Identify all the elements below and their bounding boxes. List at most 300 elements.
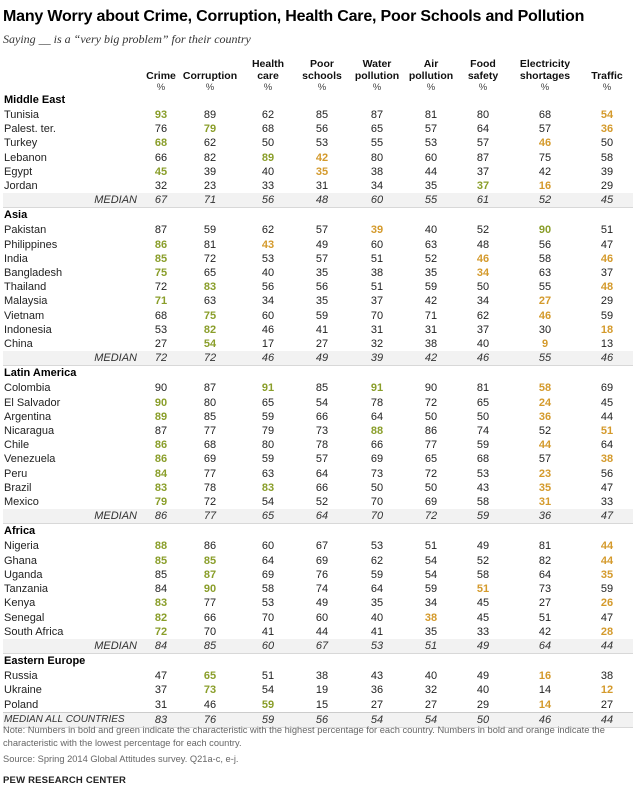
median-value: 51 (405, 639, 457, 654)
table-row (3, 179, 633, 193)
value-cell: 59 (315, 309, 329, 322)
value-cell: 66 (315, 410, 329, 423)
source-line: Source: Spring 2014 Global Attitudes survey. Q21a-c, e-j. (3, 754, 239, 764)
value-cell: 35 (315, 295, 329, 308)
value-cell: 39 (203, 165, 217, 178)
value-cell: 85 (315, 109, 329, 121)
median-row (3, 509, 633, 524)
value-cell: 27 (538, 597, 552, 610)
value-cell: 84 (154, 467, 168, 480)
value-cell: 85 (154, 554, 168, 567)
value-cell: 80 (261, 439, 275, 452)
table-row (3, 625, 633, 639)
value-cell: 72 (203, 496, 217, 509)
value-cell: 79 (261, 425, 275, 438)
table-row (3, 381, 633, 395)
table-row (3, 280, 633, 294)
value-cell: 87 (476, 151, 490, 164)
page-title: Many Worry about Crime, Corruption, Health Care, Poor Schools and Pollution (3, 8, 585, 25)
value-cell: 42 (424, 295, 438, 308)
region-header-row (3, 93, 633, 108)
value-cell: 63 (538, 267, 552, 280)
value-cell: 57 (538, 123, 552, 136)
country-name: Poland (4, 698, 39, 711)
median-row (3, 193, 633, 208)
value-cell: 9 (541, 338, 549, 351)
table-row (3, 266, 633, 280)
percent-label: % (372, 82, 382, 93)
value-cell: 45 (476, 611, 490, 624)
value-cell: 62 (476, 309, 490, 322)
value-cell: 54 (261, 496, 275, 509)
value-cell: 68 (261, 123, 275, 136)
median-value: 67 (143, 193, 179, 208)
value-cell: 24 (538, 396, 552, 409)
value-cell: 16 (538, 670, 552, 683)
percent-label: % (540, 82, 550, 93)
value-cell: 49 (315, 597, 329, 610)
column-header: Crime (146, 69, 176, 82)
value-cell: 37 (476, 165, 490, 178)
country-name: Ukraine (4, 684, 42, 697)
value-cell: 86 (154, 439, 168, 452)
value-cell: 75 (203, 309, 217, 322)
footnote: Note: Numbers in bold and green indicate the characteristic with the highest percentage for each country. Numbers in bold and orange indicate the characteristic with the lowest percentage for each country. (3, 725, 605, 748)
table-row (3, 396, 633, 410)
value-cell: 32 (424, 684, 438, 697)
value-cell: 57 (315, 252, 329, 265)
value-cell: 65 (476, 396, 490, 409)
header-blank (3, 58, 143, 82)
value-cell: 34 (261, 295, 275, 308)
value-cell: 35 (315, 267, 329, 280)
value-cell: 73 (370, 467, 384, 480)
value-cell: 46 (261, 323, 275, 336)
value-cell: 78 (203, 481, 217, 494)
value-cell: 64 (261, 554, 275, 567)
column-header: Poor schools (302, 58, 342, 82)
value-cell: 85 (203, 554, 217, 567)
value-cell: 46 (203, 698, 217, 711)
value-cell: 44 (600, 410, 614, 423)
value-cell: 72 (203, 252, 217, 265)
value-cell: 55 (370, 137, 384, 150)
value-cell: 53 (476, 467, 490, 480)
value-cell: 17 (261, 338, 275, 351)
value-cell: 66 (203, 611, 217, 624)
value-cell: 85 (154, 252, 168, 265)
value-cell: 82 (154, 611, 168, 624)
value-cell: 53 (370, 540, 384, 553)
region-header-row (3, 366, 633, 382)
value-cell: 35 (600, 568, 614, 581)
median-value: 47 (581, 509, 633, 524)
median-value: 85 (179, 639, 241, 654)
value-cell: 27 (154, 338, 168, 351)
value-cell: 38 (315, 670, 329, 683)
value-cell: 27 (600, 698, 614, 711)
column-header: Air pollution (408, 58, 454, 82)
value-cell: 83 (154, 481, 168, 494)
country-name: Tunisia (4, 109, 40, 121)
value-cell: 59 (424, 583, 438, 596)
median-row (3, 639, 633, 654)
value-cell: 64 (315, 467, 329, 480)
value-cell: 56 (315, 281, 329, 294)
overall-median-value: 59 (241, 712, 295, 727)
country-name: Indonesia (4, 323, 52, 336)
region-name: Middle East (4, 94, 66, 106)
value-cell: 50 (476, 281, 490, 294)
country-name: Uganda (4, 568, 43, 581)
value-cell: 69 (370, 453, 384, 466)
value-cell: 23 (538, 467, 552, 480)
value-cell: 40 (476, 338, 490, 351)
value-cell: 39 (370, 224, 384, 237)
value-cell: 78 (315, 439, 329, 452)
value-cell: 69 (315, 554, 329, 567)
value-cell: 38 (600, 670, 614, 683)
value-cell: 57 (315, 224, 329, 237)
value-cell: 58 (538, 382, 552, 395)
value-cell: 64 (370, 583, 384, 596)
median-value: 46 (457, 351, 509, 366)
column-header-row (3, 58, 633, 82)
value-cell: 57 (315, 453, 329, 466)
value-cell: 59 (600, 309, 614, 322)
table-row (3, 223, 633, 237)
value-cell: 54 (424, 568, 438, 581)
table-row (3, 424, 633, 438)
value-cell: 67 (315, 540, 329, 553)
region-header-row (3, 654, 633, 670)
value-cell: 45 (600, 396, 614, 409)
median-value: 46 (581, 351, 633, 366)
median-value: 61 (457, 193, 509, 208)
median-value: 72 (179, 351, 241, 366)
median-value: 53 (349, 639, 405, 654)
percent-label: % (602, 82, 612, 93)
value-cell: 44 (315, 625, 329, 638)
value-cell: 52 (315, 496, 329, 509)
value-cell: 59 (203, 224, 217, 237)
median-value: 72 (405, 509, 457, 524)
median-value: 59 (457, 509, 509, 524)
median-value: 72 (143, 351, 179, 366)
value-cell: 46 (476, 252, 490, 265)
value-cell: 14 (538, 698, 552, 711)
value-cell: 55 (538, 281, 552, 294)
table-row (3, 467, 633, 481)
value-cell: 69 (261, 568, 275, 581)
overall-median-value: 54 (405, 712, 457, 727)
median-value: 84 (143, 639, 179, 654)
percent-label: % (478, 82, 488, 93)
value-cell: 50 (424, 481, 438, 494)
value-cell: 14 (538, 684, 552, 697)
value-cell: 31 (424, 323, 438, 336)
organization-credit: PEW RESEARCH CENTER (3, 775, 127, 786)
value-cell: 62 (261, 109, 275, 121)
value-cell: 73 (315, 425, 329, 438)
country-name: Palest. ter. (4, 123, 56, 136)
value-cell: 57 (424, 123, 438, 136)
value-cell: 60 (315, 611, 329, 624)
value-cell: 46 (538, 309, 552, 322)
value-cell: 35 (370, 597, 384, 610)
median-label: MEDIAN (3, 351, 143, 366)
value-cell: 38 (370, 165, 384, 178)
value-cell: 28 (600, 625, 614, 638)
value-cell: 68 (476, 453, 490, 466)
value-cell: 52 (424, 252, 438, 265)
value-cell: 58 (476, 568, 490, 581)
region-name: Eastern Europe (4, 655, 86, 668)
median-label: MEDIAN (3, 639, 143, 654)
value-cell: 81 (424, 109, 438, 121)
value-cell: 48 (600, 281, 614, 294)
value-cell: 54 (261, 684, 275, 697)
value-cell: 27 (370, 698, 384, 711)
value-cell: 90 (154, 382, 168, 395)
value-cell: 36 (538, 410, 552, 423)
value-cell: 64 (538, 568, 552, 581)
value-cell: 90 (538, 224, 552, 237)
table-row (3, 582, 633, 596)
table-row (3, 238, 633, 252)
overall-median-value: 46 (509, 712, 581, 727)
value-cell: 32 (154, 180, 168, 193)
overall-median-value: 83 (143, 712, 179, 727)
column-header: Corruption (182, 69, 238, 82)
value-cell: 51 (476, 583, 490, 596)
country-name: Nigeria (4, 540, 39, 553)
value-cell: 72 (424, 396, 438, 409)
value-cell: 68 (203, 439, 217, 452)
value-cell: 58 (261, 583, 275, 596)
value-cell: 73 (538, 583, 552, 596)
median-value: 52 (509, 193, 581, 208)
value-cell: 50 (261, 137, 275, 150)
value-cell: 75 (154, 267, 168, 280)
value-cell: 33 (600, 496, 614, 509)
median-value: 49 (295, 351, 349, 366)
value-cell: 42 (315, 151, 329, 164)
table-row (3, 611, 633, 625)
value-cell: 42 (538, 165, 552, 178)
value-cell: 58 (600, 151, 614, 164)
column-header: Electricity shortages (519, 58, 571, 82)
value-cell: 65 (370, 123, 384, 136)
column-header: Water pollution (354, 58, 400, 82)
value-cell: 27 (538, 295, 552, 308)
value-cell: 45 (476, 597, 490, 610)
median-value: 56 (241, 193, 295, 208)
value-cell: 34 (476, 267, 490, 280)
country-name: Malaysia (4, 295, 48, 308)
value-cell: 29 (600, 180, 614, 193)
value-cell: 53 (261, 252, 275, 265)
table-row (3, 122, 633, 136)
value-cell: 60 (370, 238, 384, 251)
value-cell: 76 (315, 568, 329, 581)
value-cell: 34 (370, 180, 384, 193)
value-cell: 52 (476, 224, 490, 237)
value-cell: 87 (154, 224, 168, 237)
value-cell: 63 (424, 238, 438, 251)
country-name: Mexico (4, 496, 39, 509)
value-cell: 93 (154, 109, 168, 121)
value-cell: 73 (203, 684, 217, 697)
value-cell: 89 (154, 410, 168, 423)
percent-label: % (426, 82, 436, 93)
value-cell: 29 (600, 295, 614, 308)
value-cell: 18 (600, 323, 614, 336)
value-cell: 77 (203, 597, 217, 610)
median-value: 60 (241, 639, 295, 654)
value-cell: 38 (600, 453, 614, 466)
value-cell: 85 (203, 410, 217, 423)
value-cell: 60 (261, 540, 275, 553)
value-cell: 72 (154, 281, 168, 294)
value-cell: 58 (538, 252, 552, 265)
value-cell: 13 (600, 338, 614, 351)
value-cell: 89 (203, 109, 217, 121)
country-name: Pakistan (4, 224, 47, 237)
value-cell: 38 (370, 267, 384, 280)
value-cell: 37 (370, 295, 384, 308)
country-name: China (4, 338, 33, 351)
value-cell: 50 (424, 410, 438, 423)
median-value: 65 (241, 509, 295, 524)
region-name: Africa (4, 525, 36, 538)
country-name: Russia (4, 670, 38, 683)
overall-median-value: 44 (581, 712, 633, 727)
value-cell: 53 (261, 597, 275, 610)
value-cell: 35 (424, 180, 438, 193)
table-row (3, 554, 633, 568)
value-cell: 42 (538, 625, 552, 638)
value-cell: 30 (538, 323, 552, 336)
value-cell: 41 (315, 323, 329, 336)
median-value: 60 (349, 193, 405, 208)
table-row (3, 252, 633, 266)
value-cell: 70 (370, 309, 384, 322)
median-value: 39 (349, 351, 405, 366)
value-cell: 68 (538, 109, 552, 121)
median-value: 77 (179, 509, 241, 524)
median-value: 55 (405, 193, 457, 208)
value-cell: 75 (538, 151, 552, 164)
value-cell: 49 (476, 540, 490, 553)
overall-median-value: 56 (295, 712, 349, 727)
value-cell: 87 (203, 568, 217, 581)
value-cell: 40 (261, 165, 275, 178)
value-cell: 34 (476, 295, 490, 308)
table-row (3, 596, 633, 610)
overall-median-value: 50 (457, 712, 509, 727)
value-cell: 70 (203, 625, 217, 638)
overall-median-value: 76 (179, 712, 241, 727)
value-cell: 54 (315, 396, 329, 409)
value-cell: 88 (154, 540, 168, 553)
country-name: Nicaragua (4, 425, 55, 438)
value-cell: 81 (203, 238, 217, 251)
value-cell: 74 (315, 583, 329, 596)
value-cell: 89 (261, 151, 275, 164)
value-cell: 59 (424, 281, 438, 294)
value-cell: 51 (600, 425, 614, 438)
country-name: Turkey (4, 137, 38, 150)
value-cell: 44 (538, 439, 552, 452)
median-value: 48 (295, 193, 349, 208)
value-cell: 82 (203, 151, 217, 164)
value-cell: 86 (424, 425, 438, 438)
country-name: Thailand (4, 281, 47, 294)
value-cell: 64 (600, 439, 614, 452)
value-cell: 77 (424, 439, 438, 452)
value-cell: 78 (370, 396, 384, 409)
value-cell: 76 (154, 123, 168, 136)
median-value: 42 (405, 351, 457, 366)
value-cell: 64 (370, 410, 384, 423)
value-cell: 90 (424, 382, 438, 395)
value-cell: 50 (476, 410, 490, 423)
value-cell: 58 (476, 496, 490, 509)
value-cell: 63 (203, 295, 217, 308)
value-cell: 69 (600, 382, 614, 395)
value-cell: 54 (203, 338, 217, 351)
table-row (3, 165, 633, 179)
value-cell: 52 (476, 554, 490, 567)
value-cell: 56 (315, 123, 329, 136)
table-row (3, 438, 633, 452)
value-cell: 12 (600, 684, 614, 697)
median-value: 44 (581, 639, 633, 654)
table-row (3, 495, 633, 509)
value-cell: 64 (476, 123, 490, 136)
value-cell: 71 (154, 295, 168, 308)
data-table (3, 58, 633, 728)
value-cell: 37 (600, 267, 614, 280)
country-name: Peru (4, 467, 28, 480)
value-cell: 51 (370, 281, 384, 294)
value-cell: 36 (370, 684, 384, 697)
median-label: MEDIAN (3, 509, 143, 524)
value-cell: 44 (600, 540, 614, 553)
value-cell: 65 (261, 396, 275, 409)
value-cell: 83 (261, 481, 275, 494)
country-name: Egypt (4, 165, 33, 178)
table-row (3, 337, 633, 351)
table-row (3, 481, 633, 495)
value-cell: 49 (315, 238, 329, 251)
percent-label: % (263, 82, 273, 93)
value-cell: 39 (600, 165, 614, 178)
value-cell: 54 (424, 554, 438, 567)
table-row (3, 452, 633, 466)
value-cell: 40 (424, 224, 438, 237)
country-name: Tanzania (4, 583, 49, 596)
value-cell: 38 (424, 611, 438, 624)
value-cell: 41 (261, 625, 275, 638)
overall-median-value: 54 (349, 712, 405, 727)
value-cell: 56 (538, 238, 552, 251)
value-cell: 57 (538, 453, 552, 466)
value-cell: 37 (154, 684, 168, 697)
value-cell: 50 (600, 137, 614, 150)
value-cell: 16 (538, 180, 552, 193)
